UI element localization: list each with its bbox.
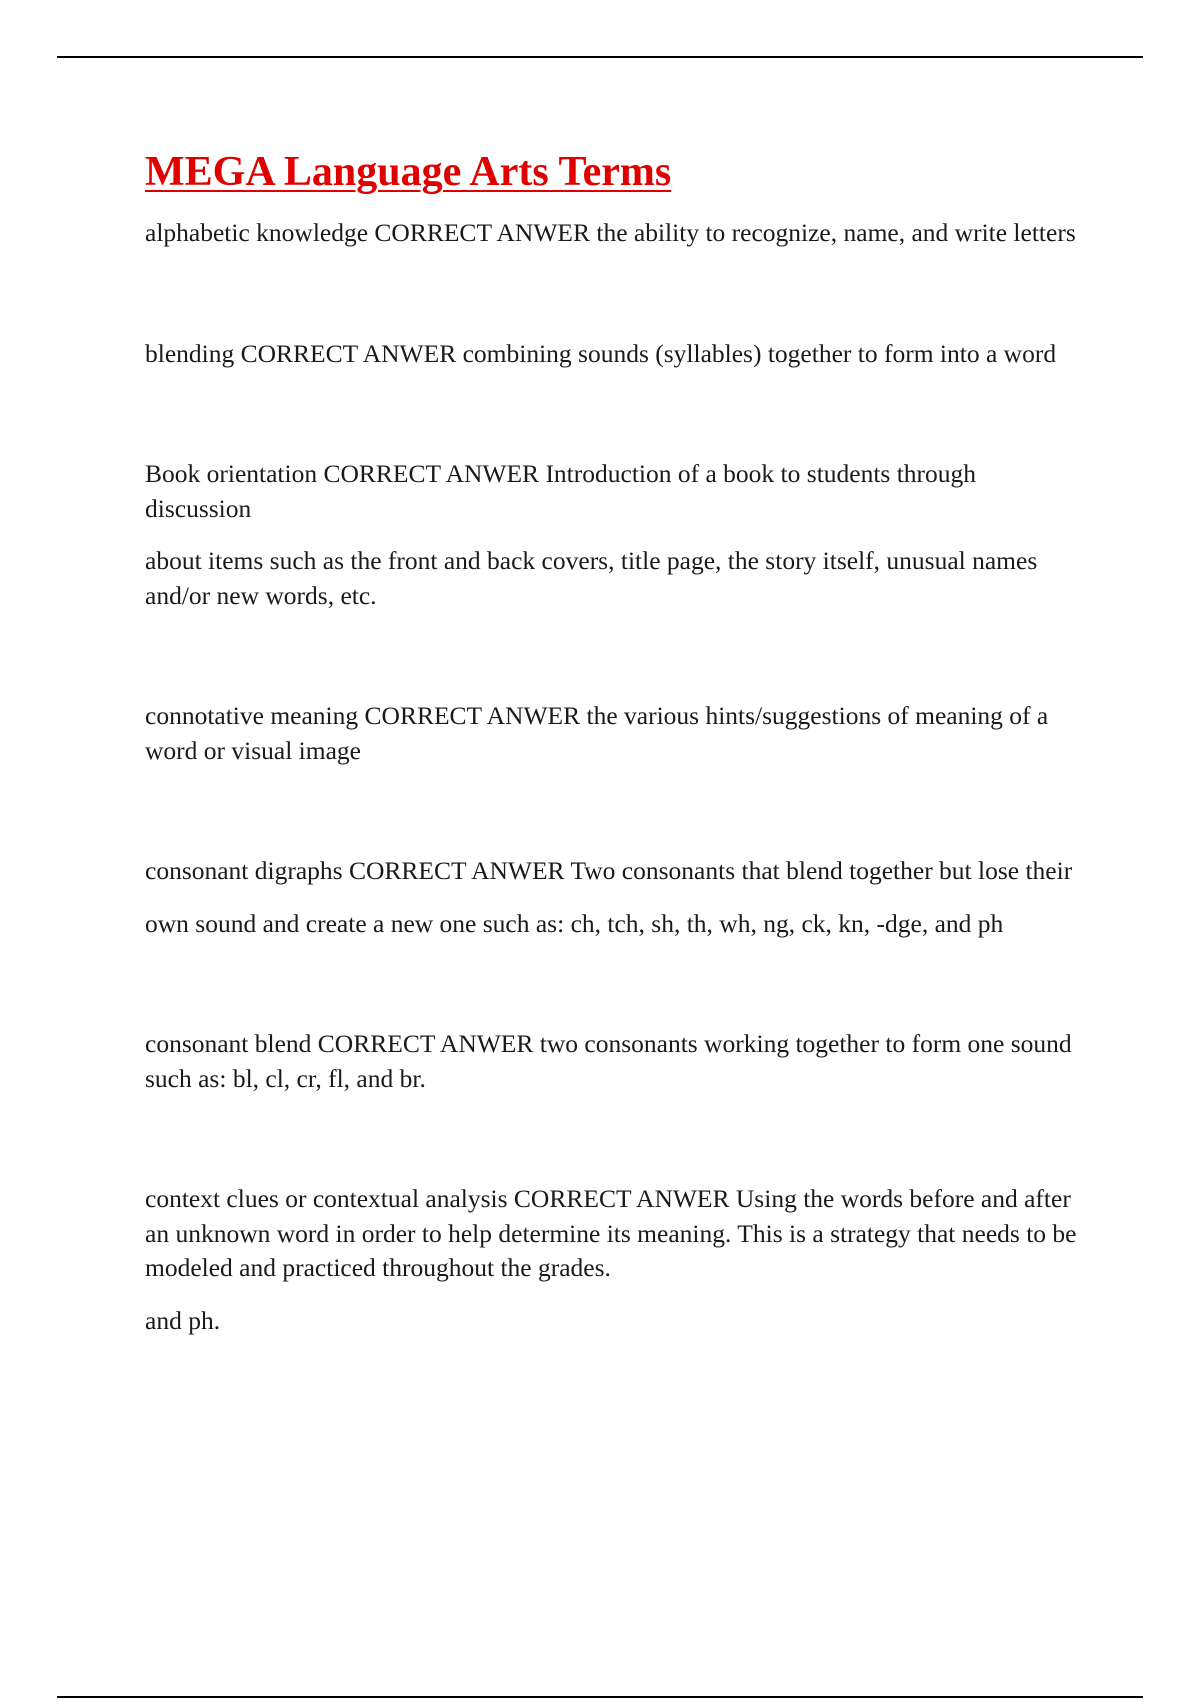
term-paragraph-continued: about items such as the front and back covers, title page, the story itself, unusual names and/or new words, etc. [145, 546, 1038, 610]
term-paragraph: context clues or contextual analysis CORRECT ANWER Using the words before and after an unknown word in order to help determine its meaning. This is a strategy that needs to be modeled and practiced throughout the grades. [145, 1184, 1077, 1282]
term-entry-connotative-meaning [145, 699, 1085, 768]
term-entry-consonant-blend [145, 1027, 1085, 1096]
term-list [145, 216, 1085, 1338]
term-paragraph: connotative meaning CORRECT ANWER the various hints/suggestions of meaning of a word or visual image [145, 701, 1049, 765]
term-paragraph: blending CORRECT ANWER combining sounds (syllables) together to form into a word [145, 338, 1057, 368]
term-paragraph: Book orientation CORRECT ANWER Introduction of a book to students through discussion [145, 459, 977, 523]
term-paragraph: alphabetic knowledge CORRECT ANWER the ability to recognize, name, and write letters [145, 218, 1076, 247]
header-rule [57, 56, 1143, 58]
term-entry-book-orientation [145, 457, 1085, 613]
document-title: MEGA Language Arts Terms [145, 149, 672, 195]
term-paragraph-continued: own sound and create a new one such as: ch, tch, sh, th, wh, ng, ck, kn, -dge, and ph [145, 908, 1004, 938]
term-entry-alphabetic-knowledge [145, 216, 1085, 251]
term-entry-context-clues [145, 1182, 1085, 1338]
term-paragraph: consonant blend CORRECT ANWER two consonants working together to form one sound such as: bl, cl, cr, fl, and br. [145, 1029, 1072, 1093]
term-entry-blending [145, 337, 1085, 372]
term-paragraph: consonant digraphs CORRECT ANWER Two consonants that blend together but lose their [145, 856, 1073, 885]
footer-rule [57, 1696, 1143, 1698]
document-body [145, 142, 1085, 1338]
term-paragraph-continued: and ph. [145, 1305, 221, 1335]
term-entry-consonant-digraphs [145, 854, 1085, 941]
